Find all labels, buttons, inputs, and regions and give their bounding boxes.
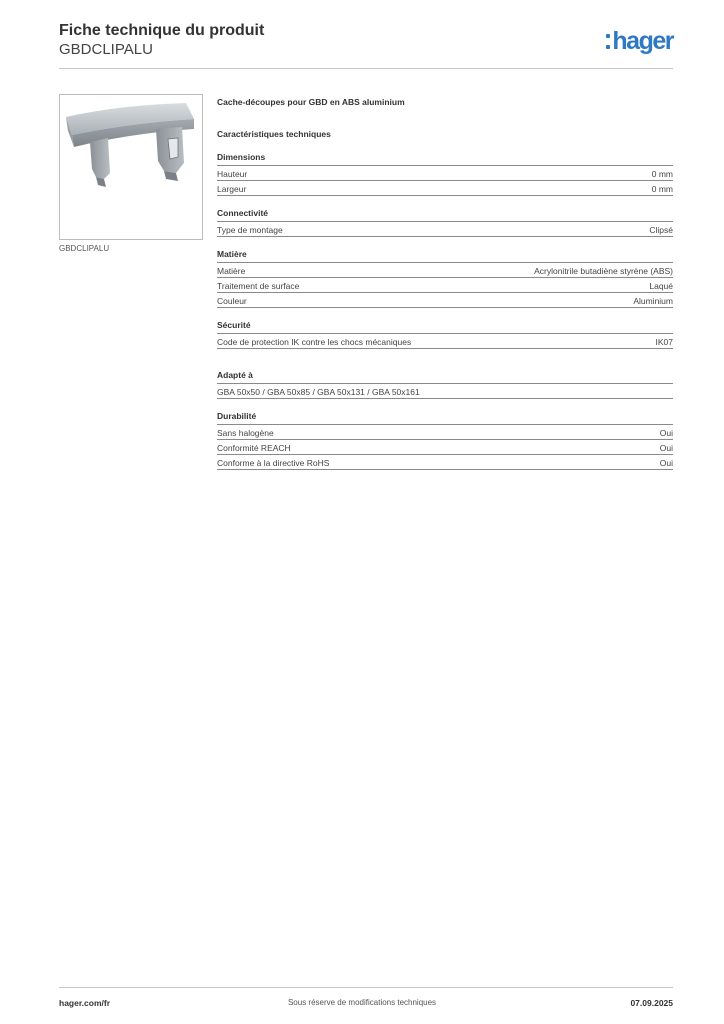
spec-label: Matière [217,266,246,276]
section-title: Adapté à [217,369,673,384]
page-header [59,22,673,68]
section-title: Matière [217,248,673,263]
section-securite [217,319,673,349]
spec-row [217,293,673,308]
brand-name: hager [612,26,673,55]
spec-label: Sans halogène [217,428,274,438]
spec-label: Couleur [217,296,247,306]
spec-row [217,222,673,237]
spec-row [217,384,673,399]
section-title: Sécurité [217,319,673,334]
section-adapte [217,369,673,399]
section-title: Durabilité [217,410,673,425]
section-title: Connectivité [217,207,673,222]
tech-heading: Caractéristiques techniques [217,129,331,139]
spec-value: Oui [659,428,673,438]
spec-row [217,181,673,196]
spec-label: Hauteur [217,169,248,179]
spec-row [217,425,673,440]
footer-website-link[interactable]: hager.com/fr [59,998,111,1008]
product-description: Cache-découpes pour GBD en ABS aluminium [217,97,405,107]
spec-value: Clipsé [649,225,673,235]
spec-label: Type de montage [217,225,283,235]
header-divider [59,68,673,69]
section-title: Dimensions [217,151,673,166]
spec-label: Conforme à la directive RoHS [217,458,330,468]
spec-row [217,278,673,293]
spec-value: Aluminium [633,296,673,306]
spec-label: Code de protection IK contre les chocs mécaniques [217,337,412,347]
spec-label: GBA 50x50 / GBA 50x85 / GBA 50x131 / GBA 50x161 [217,387,420,397]
spec-row [217,440,673,455]
hager-logo [606,25,673,57]
spec-content [217,96,673,470]
product-reference: GBDCLIPALU [59,41,153,58]
image-caption: GBDCLIPALU [59,244,110,253]
page-title: Fiche technique du produit [59,22,265,39]
spec-value: 0 mm [651,184,673,194]
product-image [59,94,203,240]
section-matiere [217,248,673,308]
spec-value: Acrylonitrile butadiène styrène (ABS) [534,266,673,276]
spec-row [217,263,673,278]
spec-row [217,455,673,470]
footer-date: 07.09.2025 [630,998,673,1008]
spec-value: Oui [659,458,673,468]
section-durabilite [217,410,673,470]
footer-disclaimer: Sous réserve de modifications techniques [287,998,437,1007]
spec-label: Conformité REACH [217,443,291,453]
spec-value: Oui [659,443,673,453]
spec-row [217,166,673,181]
spec-row [217,334,673,349]
footer-divider [59,987,673,988]
spec-value: 0 mm [651,169,673,179]
spec-value: Laqué [649,281,673,291]
section-connectivite [217,207,673,237]
section-dimensions [217,151,673,196]
logo-dots-icon [606,34,610,49]
spec-value: IK07 [655,337,673,347]
spec-label: Largeur [217,184,247,194]
spec-label: Traitement de surface [217,281,300,291]
